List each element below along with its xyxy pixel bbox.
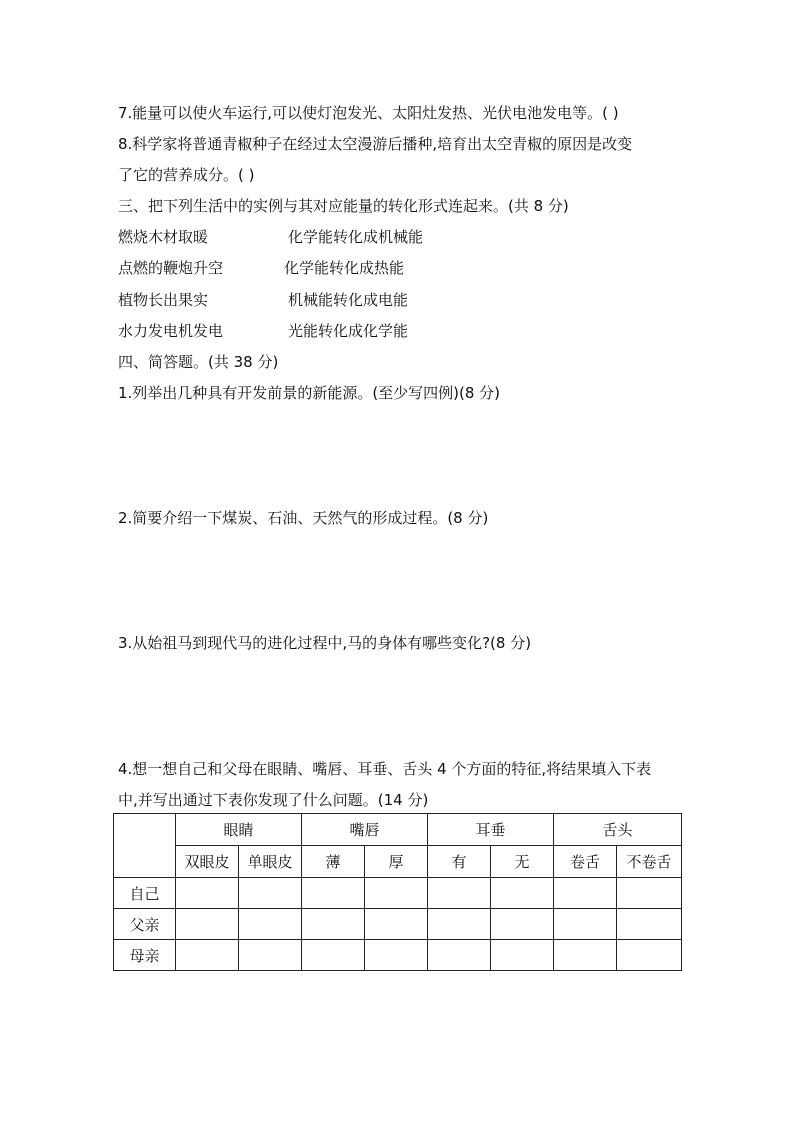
row-label: 父亲 [114, 909, 176, 940]
short-answer-4-line-1: 4.想一想自己和父母在眼睛、嘴唇、耳垂、舌头 4 个方面的特征,将结果填入下表 [118, 760, 652, 778]
table-corner-cell [114, 814, 176, 878]
row-label: 母亲 [114, 940, 176, 971]
subheader-cell: 薄 [302, 846, 365, 878]
answer-cell[interactable] [365, 909, 428, 940]
subheader-cell: 双眼皮 [176, 846, 239, 878]
answer-cell[interactable] [302, 878, 365, 909]
answer-cell[interactable] [428, 940, 491, 971]
short-answer-2: 2.简要介绍一下煤炭、石油、天然气的形成过程。(8 分) [118, 509, 489, 527]
answer-cell[interactable] [617, 940, 682, 971]
answer-cell[interactable] [617, 909, 682, 940]
section-3-title: 三、把下列生活中的实例与其对应能量的转化形式连起来。(共 8 分) [118, 197, 569, 215]
answer-cell[interactable] [176, 909, 239, 940]
answer-cell[interactable] [239, 878, 302, 909]
answer-cell[interactable] [365, 940, 428, 971]
subheader-cell: 卷舌 [554, 846, 617, 878]
group-header: 耳垂 [428, 814, 554, 846]
answer-cell[interactable] [365, 878, 428, 909]
short-answer-4-line-2: 中,并写出通过下表你发现了什么问题。(14 分) [118, 791, 429, 809]
table-subheader-row [114, 846, 682, 878]
answer-cell[interactable] [176, 940, 239, 971]
answer-cell[interactable] [239, 940, 302, 971]
example-item: 水力发电机发电 [118, 322, 224, 340]
short-answer-3: 3.从始祖马到现代马的进化过程中,马的身体有哪些变化?(8 分) [118, 634, 532, 652]
table-header-row [114, 814, 682, 846]
answer-cell[interactable] [491, 940, 554, 971]
answer-cell[interactable] [302, 909, 365, 940]
subheader-cell: 厚 [365, 846, 428, 878]
example-item: 植物长出果实 [118, 291, 209, 309]
answer-cell[interactable] [554, 940, 617, 971]
example-item: 点燃的鞭炮升空 [118, 259, 224, 277]
conversion-item: 光能转化成化学能 [288, 322, 409, 340]
conversion-item: 机械能转化成电能 [288, 291, 409, 309]
subheader-cell: 无 [491, 846, 554, 878]
group-header: 眼睛 [176, 814, 302, 846]
answer-cell[interactable] [428, 909, 491, 940]
answer-cell[interactable] [302, 940, 365, 971]
answer-cell[interactable] [554, 878, 617, 909]
group-header: 嘴唇 [302, 814, 428, 846]
table-row [114, 909, 682, 940]
group-header: 舌头 [554, 814, 682, 846]
example-item: 燃烧木材取暖 [118, 228, 209, 246]
question-8-line-2: 了它的营养成分。( ) [118, 166, 255, 184]
answer-cell[interactable] [491, 878, 554, 909]
subheader-cell: 单眼皮 [239, 846, 302, 878]
conversion-item: 化学能转化成热能 [284, 259, 405, 277]
table-row [114, 878, 682, 909]
traits-table [113, 813, 682, 971]
conversion-item: 化学能转化成机械能 [288, 228, 424, 246]
answer-cell[interactable] [428, 878, 491, 909]
subheader-cell: 不卷舌 [617, 846, 682, 878]
row-label: 自己 [114, 878, 176, 909]
question-8-line-1: 8.科学家将普通青椒种子在经过太空漫游后播种,培育出太空青椒的原因是改变 [118, 135, 633, 153]
answer-cell[interactable] [176, 878, 239, 909]
answer-cell[interactable] [491, 909, 554, 940]
answer-cell[interactable] [617, 878, 682, 909]
subheader-cell: 有 [428, 846, 491, 878]
table-row [114, 940, 682, 971]
question-7: 7.能量可以使火车运行,可以使灯泡发光、太阳灶发热、光伏电池发电等。( ) [118, 104, 619, 122]
answer-cell[interactable] [239, 909, 302, 940]
answer-cell[interactable] [554, 909, 617, 940]
section-4-title: 四、简答题。(共 38 分) [118, 353, 279, 371]
short-answer-1: 1.列举出几种具有开发前景的新能源。(至少写四例)(8 分) [118, 384, 501, 402]
